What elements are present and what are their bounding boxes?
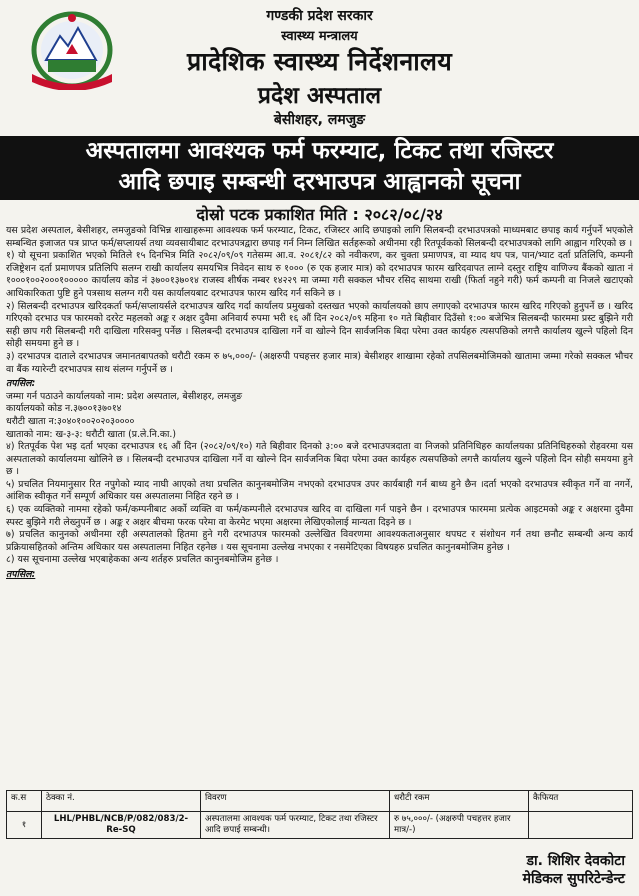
signatory-name: डा. शिशिर देवकोटा xyxy=(526,853,625,869)
col-header-remarks: कैफियत xyxy=(529,791,633,812)
table-row xyxy=(7,812,633,839)
condition-item xyxy=(6,250,633,300)
directorate-name: प्रादेशिक स्वास्थ्य निर्देशनालय xyxy=(186,47,453,76)
intro-paragraph: यस प्रदेश अस्पताल, बेसीशहर, लमजुङको विभिन्न शाखाहरूमा आवश्यक फर्म फरम्याट, टिकट, रजिस्टर आदि छपाइको लागि सिलबन्दी दरभाउपत्रको माध्यमबाट छपाइ कार्य गर्नुपर्ने भएकोले सम्बन्धित इजाजत पत्र प्राप्त फर्म/सप्लायर्स तथा व्यवसायीबाट दरभाउपत्रद्वारा छपाइ गर्न निम्न लिखित सर्तहरूको अधीनमा रही रितपूर्वकको सिलबन्दी दरभाउपत्रको लागि आह्वान गरिएको छ । xyxy=(6,225,633,249)
publication-date: दोस्रो पटक प्रकाशित मिति : २०८२/०८/२४ xyxy=(196,205,443,224)
notice-title-line2: आदि छपाइ सम्बन्धी दरभाउपत्र आह्वानको सूचना xyxy=(118,169,521,195)
col-header-description: विवरण xyxy=(201,791,390,812)
cell-tender-no: LHL/PHBL/NCB/P/082/083/2-Re-SQ xyxy=(42,812,201,839)
office-code: कार्यालयको कोड न.३७००१३७०१४ xyxy=(6,403,122,415)
notice-title-banner xyxy=(0,136,639,200)
account-name: खाताको नाम: ख-३-३: धरौटी खाता (प्र.ले.नि.का.) xyxy=(6,428,176,440)
notice-body xyxy=(6,225,633,582)
notice-title-line1: अस्पतालमा आवश्यक फर्म फरम्याट, टिकट तथा रजिस्टर xyxy=(85,138,554,164)
item-number: ८) xyxy=(6,554,15,566)
ministry-name: स्वास्थ्य मन्त्रालय xyxy=(281,29,358,44)
condition-item xyxy=(6,529,633,554)
condition-item xyxy=(6,479,633,504)
col-header-deposit: धरौटी रकम xyxy=(390,791,529,812)
item-number: ६) xyxy=(6,504,15,516)
item-number: २) xyxy=(6,300,15,312)
table-header-row xyxy=(7,791,633,812)
condition-item xyxy=(6,441,633,479)
condition-item xyxy=(6,554,633,567)
col-header-tender-no: ठेक्का नं. xyxy=(42,791,201,812)
deposit-account-number: धरौटी खाता न:३०४०१००२०२०३०००० xyxy=(6,415,135,427)
item-text: रितपूर्वक पेश भइ दर्ता भएका दरभाउपत्र १६ औं दिन (२०८२/०९/१०) गते बिहीवार दिनको ३:०० बजे दरभाउपत्रदाता वा निजको प्रतिनिधिहरु कार्यालयका प्रतिनिधिहरुको रोहवरमा यस अस्पतालको कार्यालयमा खोलिने छ । सिलबन्दी दरभाउपत्र दाखिला गर्ने वा खोल्ने दिन सार्वजनिक बिदा परेमा उक्त कार्यहरु त्यसपछिको लगत्तै कार्यालय खुल्ने पहिलो दिन सोही समयमा हुने छ । xyxy=(6,441,633,478)
item-number: ३) xyxy=(6,350,15,362)
cell-remarks xyxy=(529,812,633,839)
schedule-label: तपसिल: xyxy=(6,378,36,390)
item-text: प्रचलित कानुनको अधीनमा रही अस्पतालको हितमा हुने गरी दरभाउपत्र फारमको उल्लेखित विवरणमा आवश्यकताअनुसार थपघट र संशोधन गर्न तथा छनौट सम्बन्धी अन्य कार्य प्रक्रियासहितको अन्तिम अधिकार यस अस्पतालमा निहित रहनेछ । यस सूचनामा उल्लेख नभएका र नसमेटिएका विषयहरु प्रचलित कानुनबमोजिम हुनेछ । xyxy=(6,529,633,553)
condition-item xyxy=(6,504,633,529)
item-text: सिलबन्दी दरभाउपत्र खरिदकर्ता फर्म/सप्लायर्सले दरभाउपत्र खरिद गर्दा कार्यालय प्रमुखको दस्तखत भएको कार्यालयको छाप लगाएको दरभाउपत्र फारम खरिद गरिएको हुनुपर्ने छ । खरिद गरिएको दरभाउ पत्र फारमको दररेट महलको अङ्क र अक्षर दुवैमा अनिवार्य रुपमा भरी १६ औं दिन २०८२/०९ महिना १० गते बिहीवार दिउँसो १:०० बजेभित्र सिलबन्दी फारममा प्रस्ट बुझिने गरी सही छाप गरी सिलबन्दी गरी दाखिला गरिसक्नु पर्नेछ । सिलबन्दी दरभाउपत्र दाखिला गर्ने वा खोल्ने दिन सार्वजनिक बिदा परेमा उक्त कार्यहरु त्यसपछिको लगत्तै कार्यालय खुल्ने पहिलो दिन सोही समयमा हुने छ । xyxy=(6,300,633,350)
item-number: ४) xyxy=(6,441,15,453)
hospital-location: बेसीशहर, लमजुङ xyxy=(273,112,366,128)
col-header-sn: क.स xyxy=(7,791,42,812)
tender-table xyxy=(6,790,633,839)
signature-block xyxy=(523,852,625,888)
letterhead xyxy=(0,0,639,134)
condition-item xyxy=(6,301,633,351)
item-number: ७) xyxy=(6,529,15,541)
item-number: १) xyxy=(6,250,15,262)
signatory-title: मेडिकल सुपरिटेन्डेन्ट xyxy=(522,871,625,887)
item-number: ५) xyxy=(6,478,15,490)
cell-deposit: रु ७५,०००/- (अक्षरुपी पचहत्तर हजार मात्र/-) xyxy=(390,812,529,839)
cell-description: अस्पतालमा आवश्यक फर्म फरम्याट, टिकट तथा रजिस्टर आदि छपाई सम्बन्धी। xyxy=(201,812,390,839)
government-name: गण्डकी प्रदेश सरकार xyxy=(266,8,373,24)
hospital-name: प्रदेश अस्पताल xyxy=(257,83,382,109)
item-text: यो सूचना प्रकाशित भएको मितिले १५ दिनभित्र मिति २०८२/०९/०९ गतेसम्म आ.व. २०८१/८२ को नवीकरण, कर चुक्ता प्रमाणपत्र, वा म्याद थप पत्र, पान/भ्याट दर्ता प्रतिलिपि, कम्पनी रजिष्ट्रेशन दर्ता प्रमाणपत्र प्रतिलिपि सलग्न राखी कार्यालय समयभित्र निवेदन साथ रु १००० (रु एक हजार मात्र) को दरभाउपत्र फारम खरिदवापत लाग्ने दस्तुर राष्ट्रिय वाणिज्य बैंकको खाता नं १०००१००२०००१००००० कार्यालय कोड नं ३७००१३७०१४ राजस्व शीर्षक नम्बर १४२२९ मा जम्मा गरी सक्कल भौचर रसिद साथमा राखी (फिर्ता नहुने गरी) फर्म कम्पनी वा निजले खटाएको आधिकारिकता पुष्टि हुने पत्रसाथ सलग्न गरी यस कार्यालयबाट दरभाउपत्र फारम खरिद गर्न सकिने छ । xyxy=(6,250,633,299)
item-text: दरभाउपत्र दाताले दरभाउपत्र जमानतबापतको धरौटी रकम रु ७५,०००/- (अक्षरुपी पचहत्तर हजार मात्र) बेसीशहर शाखामा रहेको तपसिलबमोजिमको खातामा जम्मा गरेको सक्कल भौचर वा बैंक ग्यारेन्टी दरभाउपत्र साथ संलग्न गर्नुपर्ने छ । xyxy=(6,350,633,375)
cell-sn: १ xyxy=(7,812,42,839)
condition-item xyxy=(6,351,633,376)
deposit-office: जम्मा गर्न पठाउने कार्यालयको नाम: प्रदेश अस्पताल, बेसीशहर, लमजुङ xyxy=(6,390,243,402)
item-text: एक व्यक्तिको नाममा रहेको फर्म/कम्पनीबाट अर्को व्यक्ति वा फर्म/कम्पनीले दरभाउपत्र खरिद वा दाखिला गर्न पाइने छैन । दरभाउपत्र फारममा प्रत्येक आइटमको अङ्क र अक्षरमा दुवैमा स्पस्ट बुझिने गरी लेख्नुपर्ने छ । अङ्क र अक्षर बीचमा फरक परेमा वा केरमेट भएमा अक्षरमा लेखिएकोलाई मान्यता दिइने छ । xyxy=(6,504,633,528)
item-text: यस सूचनामा उल्लेख भएबाहेकका अन्य शर्तहरु प्रचलित कानुनबमोजिम हुनेछ । xyxy=(17,554,279,566)
item-text: प्रचलित नियमानुसार रित नपुगेको म्याद नाघी आएको तथा प्रचलित कानुनबमोजिम नभएको दरभाउपत्र उपर कार्यबाही गर्न बाध्य हुने छैन ।दर्ता भएको दरभाउपत्र स्वीकृत गर्ने वा नगर्ने, आंशिक स्वीकृत गर्ने सम्पूर्ण अधिकार यस अस्पतालमा निहित रहने छ । xyxy=(6,478,633,503)
schedule-label-2: तपसिल: xyxy=(6,569,36,581)
